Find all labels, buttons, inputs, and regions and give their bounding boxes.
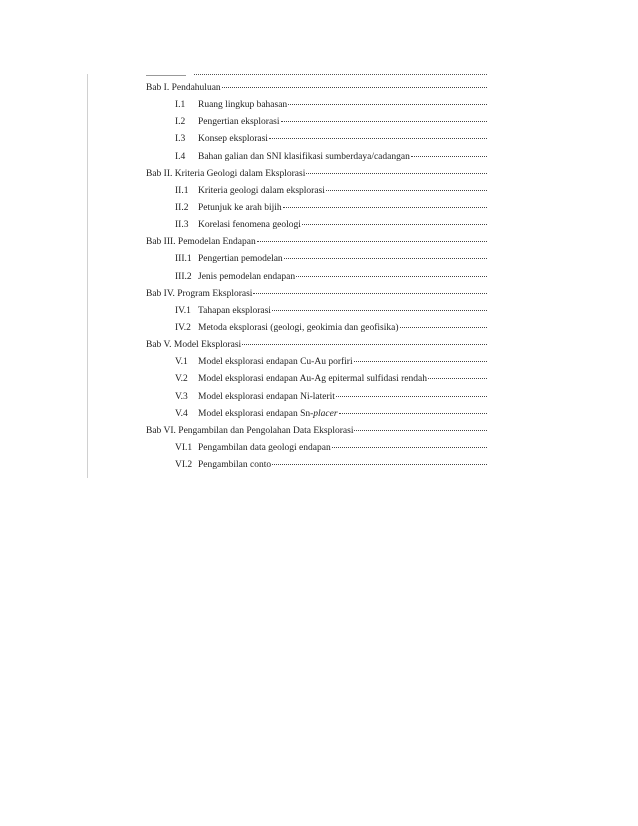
- toc-section: [175, 97, 487, 114]
- toc-chapter-title: Bab V. Model Eksplorasi: [146, 340, 242, 351]
- toc-leader-dots: [253, 285, 487, 294]
- toc-leader-dots: [272, 302, 487, 311]
- toc-section-number: IV.1: [175, 305, 191, 316]
- toc-leader-dots: [400, 319, 487, 328]
- toc-section: [175, 149, 487, 166]
- toc-section-title: Ruang lingkup bahasan: [198, 100, 288, 111]
- toc-leader-dots: [257, 233, 487, 242]
- toc-section-title: Pengertian pemodelan: [198, 254, 283, 265]
- toc-section: [175, 389, 487, 406]
- toc-section-number: II.1: [175, 185, 189, 196]
- toc-section-title-italic: placer: [313, 408, 338, 419]
- toc-leader-dots: [339, 405, 487, 414]
- toc-leader-dots: [269, 130, 487, 139]
- toc-section-number: IV.2: [175, 322, 191, 333]
- toc-section: [175, 371, 487, 388]
- toc-chapter: [146, 80, 487, 97]
- toc-section: [175, 251, 487, 268]
- toc-section-title-roman: Model eksplorasi endapan Sn-: [198, 408, 314, 419]
- cropped-entry-text: [146, 72, 186, 76]
- toc-section-title: Pengambilan data geologi endapan: [198, 442, 331, 453]
- toc-section: [175, 269, 487, 286]
- toc-section-title: Petunjuk ke arah bijih: [198, 202, 282, 213]
- toc-section-title: [198, 406, 338, 423]
- toc-section-title: Pengertian eksplorasi: [198, 117, 280, 128]
- toc-leader-dots: [336, 388, 487, 397]
- toc-chapter: [146, 337, 487, 354]
- page-left-edge-rule: [87, 74, 88, 478]
- toc-section-number: VI.2: [175, 460, 193, 471]
- toc-leader-dots: [428, 370, 487, 379]
- toc-section: [175, 200, 487, 217]
- toc-section-number: II.3: [175, 220, 189, 231]
- toc-chapter: [146, 423, 487, 440]
- toc-leader-dots: [272, 456, 487, 465]
- toc-section-number: I.2: [175, 117, 186, 128]
- toc-leader-dots: [288, 96, 487, 105]
- toc-chapter-title: Bab I. Pendahuluan: [146, 83, 221, 93]
- toc-section-number: III.2: [175, 271, 192, 282]
- toc-section-number: I.3: [175, 134, 186, 145]
- toc-leader-dots: [242, 336, 487, 345]
- toc-leader-dots: [296, 268, 487, 277]
- toc-section: [175, 320, 487, 337]
- toc-section-title: Tahapan eksplorasi: [198, 305, 271, 316]
- toc-leader-dots: [194, 70, 487, 75]
- toc-leader-dots: [302, 216, 487, 225]
- toc-chapter-title: Bab VI. Pengambilan dan Pengolahan Data Eksplorasi: [146, 425, 354, 436]
- toc-section-number: V.2: [175, 374, 188, 385]
- toc-section-number: I.4: [175, 151, 186, 162]
- toc-section-number: V.4: [175, 408, 188, 419]
- toc-leader-dots: [411, 148, 487, 157]
- toc-section-number: VI.1: [175, 442, 193, 453]
- toc-section-number: III.1: [175, 254, 192, 265]
- toc-chapter: [146, 286, 487, 303]
- toc-section: [175, 217, 487, 234]
- toc-section: [175, 303, 487, 320]
- toc-leader-dots: [281, 113, 487, 122]
- table-of-contents: [146, 80, 487, 474]
- toc-leader-dots: [284, 250, 487, 259]
- toc-chapter-title: Bab III. Pemodelan Endapan: [146, 237, 256, 248]
- toc-section: [175, 183, 487, 200]
- toc-section: [175, 131, 487, 148]
- toc-section-number: II.2: [175, 202, 189, 213]
- toc-section-title: Korelasi fenomena geologi: [198, 220, 301, 231]
- toc-section-title: Jenis pemodelan endapan: [198, 271, 296, 282]
- toc-leader-dots: [222, 79, 487, 88]
- toc-chapter: [146, 234, 487, 251]
- toc-chapter-title: Bab IV. Program Eksplorasi: [146, 288, 253, 299]
- toc-chapter-title: Bab II. Kriteria Geologi dalam Eksplorasi: [146, 168, 306, 179]
- toc-section-number: I.1: [175, 100, 186, 111]
- toc-section-title: Pengambilan conto: [198, 460, 272, 471]
- cropped-previous-entry: [146, 70, 487, 76]
- toc-leader-dots: [354, 353, 487, 362]
- toc-leader-dots: [306, 165, 487, 174]
- toc-section: [175, 457, 487, 474]
- toc-section: [175, 406, 487, 423]
- toc-leader-dots: [332, 439, 487, 448]
- toc-section: [175, 354, 487, 371]
- toc-section-number: V.1: [175, 357, 188, 368]
- toc-section-title: Model eksplorasi endapan Ni-laterit: [198, 391, 335, 402]
- toc-section-title: Metoda eksplorasi (geologi, geokimia dan geofisika): [198, 322, 399, 333]
- toc-section-title: Bahan galian dan SNI klasifikasi sumberdaya/cadangan: [198, 151, 410, 162]
- toc-section-title: Model eksplorasi endapan Cu-Au porfiri: [198, 357, 353, 368]
- toc-chapter: [146, 166, 487, 183]
- toc-section-title: Konsep eksplorasi: [198, 134, 268, 145]
- toc-leader-dots: [326, 182, 487, 191]
- toc-leader-dots: [283, 199, 487, 208]
- toc-section-title: Kriteria geologi dalam eksplorasi: [198, 185, 325, 196]
- toc-section: [175, 440, 487, 457]
- toc-section-number: V.3: [175, 391, 188, 402]
- toc-section: [175, 114, 487, 131]
- toc-section-title: Model eksplorasi endapan Au-Ag epitermal sulfidasi rendah: [198, 374, 427, 385]
- toc-leader-dots: [354, 422, 487, 431]
